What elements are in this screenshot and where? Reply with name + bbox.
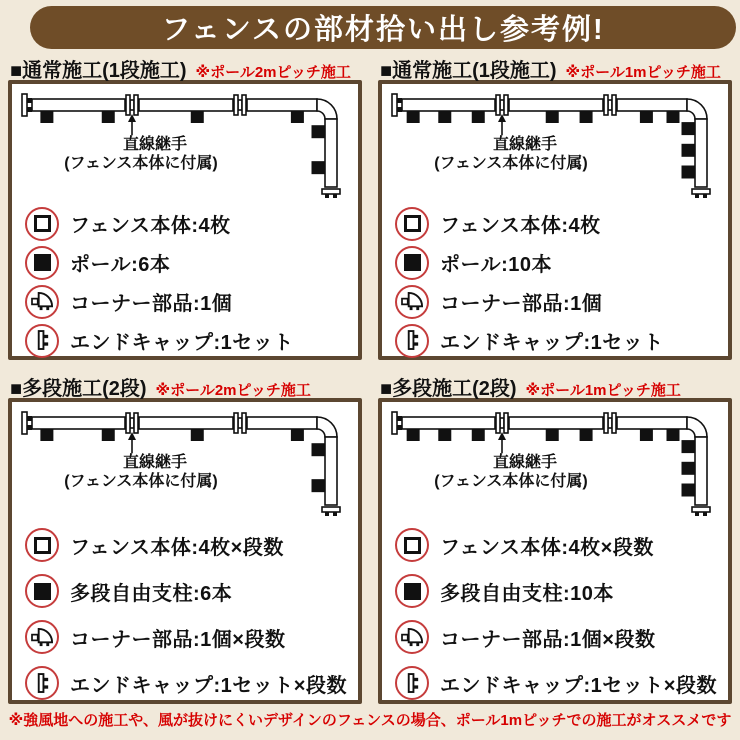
fence-panel-icon bbox=[395, 207, 429, 241]
panel-title: ■通常施工(1段施工) bbox=[10, 60, 187, 82]
list-item bbox=[395, 204, 728, 243]
panel-multitier-1m-pitch bbox=[378, 372, 732, 704]
fence-panel-icon bbox=[25, 207, 59, 241]
part-label: フェンス本体:4枚 bbox=[70, 215, 231, 237]
fence-diagram-drawing bbox=[385, 89, 723, 201]
footer-recommendation-note: ※強風地への施工や、風が抜けにくいデザインのフェンスの場合、ポール1mピッチでの施工がオススメです bbox=[8, 712, 732, 729]
part-label: エンドキャップ:1セット bbox=[440, 332, 664, 354]
pole-glyph bbox=[404, 583, 421, 600]
corner-part-icon bbox=[395, 285, 429, 319]
end-cap-glyph bbox=[34, 329, 51, 352]
page-title: フェンスの部材拾い出し参考例! bbox=[161, 14, 605, 46]
panel-box bbox=[8, 398, 362, 704]
corner-part-glyph bbox=[401, 627, 424, 648]
corner-part-glyph bbox=[31, 291, 54, 312]
part-label: フェンス本体:4枚×段数 bbox=[70, 536, 284, 559]
part-label: エンドキャップ:1セット×段数 bbox=[70, 674, 347, 697]
pole-glyph bbox=[404, 254, 421, 271]
end-cap-icon bbox=[25, 324, 59, 358]
fence-diagram-drawing bbox=[385, 407, 723, 519]
fence-panel-glyph bbox=[34, 215, 51, 232]
joint-label-line1: 直線継手 bbox=[492, 454, 558, 471]
list-item bbox=[25, 522, 358, 568]
part-label: 多段自由支柱:6本 bbox=[70, 582, 233, 605]
joint-label-line1: 直線継手 bbox=[492, 136, 558, 153]
part-label: コーナー部品:1個 bbox=[70, 293, 233, 315]
part-label: フェンス本体:4枚×段数 bbox=[440, 536, 654, 559]
fence-diagram-drawing bbox=[15, 407, 353, 519]
fence-panel-glyph bbox=[404, 537, 421, 554]
panel-title: ■多段施工(2段) bbox=[10, 378, 147, 400]
end-cap-glyph bbox=[404, 672, 421, 695]
parts-list bbox=[385, 201, 728, 360]
part-label: コーナー部品:1個×段数 bbox=[440, 628, 656, 651]
list-item bbox=[25, 614, 358, 660]
fence-layout-diagram bbox=[385, 89, 728, 201]
panel-box bbox=[378, 398, 732, 704]
joint-label-line1: 直線継手 bbox=[122, 136, 188, 153]
panel-title: ■通常施工(1段施工) bbox=[380, 60, 557, 82]
panel-box bbox=[8, 80, 362, 360]
part-label: ポール:10本 bbox=[440, 254, 553, 276]
corner-part-icon bbox=[25, 620, 59, 654]
part-label: フェンス本体:4枚 bbox=[440, 215, 601, 237]
end-cap-icon bbox=[395, 324, 429, 358]
fence-layout-diagram bbox=[15, 89, 358, 201]
panel-pitch-note: ※ポール1mピッチ施工 bbox=[525, 382, 681, 399]
list-item bbox=[395, 321, 728, 360]
parts-list bbox=[15, 201, 358, 360]
list-item bbox=[25, 282, 358, 321]
title-banner bbox=[30, 6, 736, 49]
pole-glyph bbox=[34, 583, 51, 600]
pole-glyph bbox=[34, 254, 51, 271]
joint-label-line2: (フェンス本体に付属) bbox=[434, 473, 588, 490]
corner-part-glyph bbox=[31, 627, 54, 648]
fence-diagram-drawing bbox=[15, 89, 353, 201]
list-item bbox=[395, 243, 728, 282]
list-item bbox=[25, 321, 358, 360]
part-label: ポール:6本 bbox=[70, 254, 171, 276]
panel-header bbox=[8, 372, 362, 398]
fence-layout-diagram bbox=[385, 407, 728, 519]
part-label: エンドキャップ:1セット bbox=[70, 332, 294, 354]
corner-part-icon bbox=[25, 285, 59, 319]
fence-layout-diagram bbox=[15, 407, 358, 519]
end-cap-glyph bbox=[404, 329, 421, 352]
pole-icon bbox=[395, 246, 429, 280]
fence-panel-glyph bbox=[34, 537, 51, 554]
list-item bbox=[395, 282, 728, 321]
panel-pitch-note: ※ポール2mピッチ施工 bbox=[195, 64, 351, 81]
list-item bbox=[395, 660, 728, 706]
joint-label-line2: (フェンス本体に付属) bbox=[64, 473, 218, 490]
fence-panel-icon bbox=[25, 528, 59, 562]
panel-header bbox=[378, 54, 732, 80]
panel-header bbox=[378, 372, 732, 398]
joint-label-line2: (フェンス本体に付属) bbox=[64, 155, 218, 172]
panel-box bbox=[378, 80, 732, 360]
panel-title: ■多段施工(2段) bbox=[380, 378, 517, 400]
pole-icon bbox=[25, 246, 59, 280]
panel-header bbox=[8, 54, 362, 80]
list-item bbox=[395, 614, 728, 660]
list-item bbox=[25, 243, 358, 282]
panel-normal-1m-pitch bbox=[378, 54, 732, 360]
corner-part-icon bbox=[395, 620, 429, 654]
part-label: エンドキャップ:1セット×段数 bbox=[440, 674, 717, 697]
joint-label-line1: 直線継手 bbox=[122, 454, 188, 471]
fence-panel-glyph bbox=[404, 215, 421, 232]
fence-panel-icon bbox=[395, 528, 429, 562]
list-item bbox=[25, 204, 358, 243]
joint-label-line2: (フェンス本体に付属) bbox=[434, 155, 588, 172]
panel-normal-2m-pitch bbox=[8, 54, 362, 360]
part-label: コーナー部品:1個 bbox=[440, 293, 603, 315]
list-item bbox=[395, 568, 728, 614]
end-cap-glyph bbox=[34, 672, 51, 695]
list-item bbox=[395, 522, 728, 568]
parts-list bbox=[385, 519, 728, 706]
panel-pitch-note: ※ポール1mピッチ施工 bbox=[565, 64, 721, 81]
part-label: コーナー部品:1個×段数 bbox=[70, 628, 286, 651]
panel-grid bbox=[8, 54, 732, 704]
panel-multitier-2m-pitch bbox=[8, 372, 362, 704]
parts-list bbox=[15, 519, 358, 706]
pole-icon bbox=[25, 574, 59, 608]
end-cap-icon bbox=[25, 666, 59, 700]
corner-part-glyph bbox=[401, 291, 424, 312]
list-item bbox=[25, 660, 358, 706]
end-cap-icon bbox=[395, 666, 429, 700]
part-label: 多段自由支柱:10本 bbox=[440, 582, 614, 605]
list-item bbox=[25, 568, 358, 614]
panel-pitch-note: ※ポール2mピッチ施工 bbox=[155, 382, 311, 399]
pole-icon bbox=[395, 574, 429, 608]
